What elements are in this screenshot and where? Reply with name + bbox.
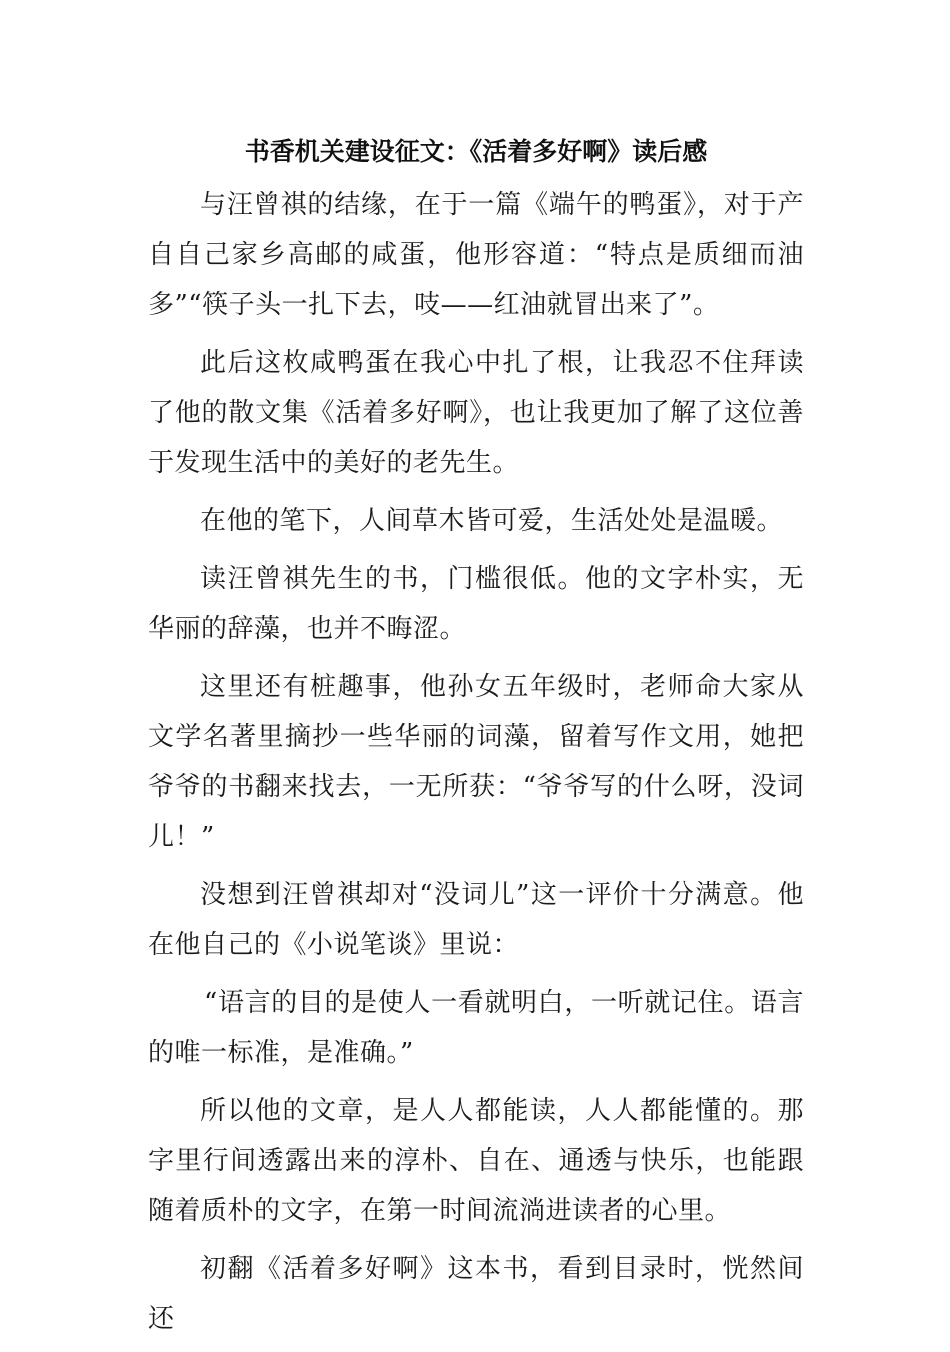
paragraph-1: 与汪曾祺的结缘，在于一篇《端午的鸭蛋》，对于产自自己家乡高邮的咸蛋，他形容道：“特点是质细而油多”“筷子头一扎下去，吱——红油就冒出来了”。 bbox=[148, 190, 804, 320]
paragraph-3: 在他的笔下，人间草木皆可爱，生活处处是温暖。 bbox=[200, 506, 784, 536]
paragraph-9: 初翻《活着多好啊》这本书，看到目录时，恍然间还 bbox=[148, 1254, 804, 1334]
paragraph-6: 没想到汪曾祺却对“没词儿”这一评价十分满意。他在他自己的《小说笔谈》里说： bbox=[148, 880, 804, 960]
document-title: 书香机关建设征文：《活着多好啊》读后感 bbox=[244, 137, 708, 166]
paragraph-2: 此后这枚咸鸭蛋在我心中扎了根，让我忍不住拜读了他的散文集《活着多好啊》，也让我更加了解了这位善于发现生活中的美好的老先生。 bbox=[148, 348, 804, 478]
paragraph-5: 这里还有桩趣事，他孙女五年级时，老师命大家从文学名著里摘抄一些华丽的词藻，留着写作文用，她把爷爷的书翻来找去，一无所获：“爷爷写的什么呀，没词儿！” bbox=[148, 672, 804, 852]
paragraph-8: 所以他的文章，是人人都能读，人人都能懂的。那字里行间透露出来的淳朴、自在、通透与快乐，也能跟随着质朴的文字，在第一时间流淌进读者的心里。 bbox=[148, 1096, 804, 1226]
document-body bbox=[148, 180, 804, 1352]
paragraph-4: 读汪曾祺先生的书，门槛很低。他的文字朴实，无华丽的辞藻，也并不晦涩。 bbox=[148, 564, 804, 644]
paragraph-7-quote: “语言的目的是使人一看就明白，一听就记住。语言的唯一标准，是准确。” bbox=[148, 988, 804, 1068]
